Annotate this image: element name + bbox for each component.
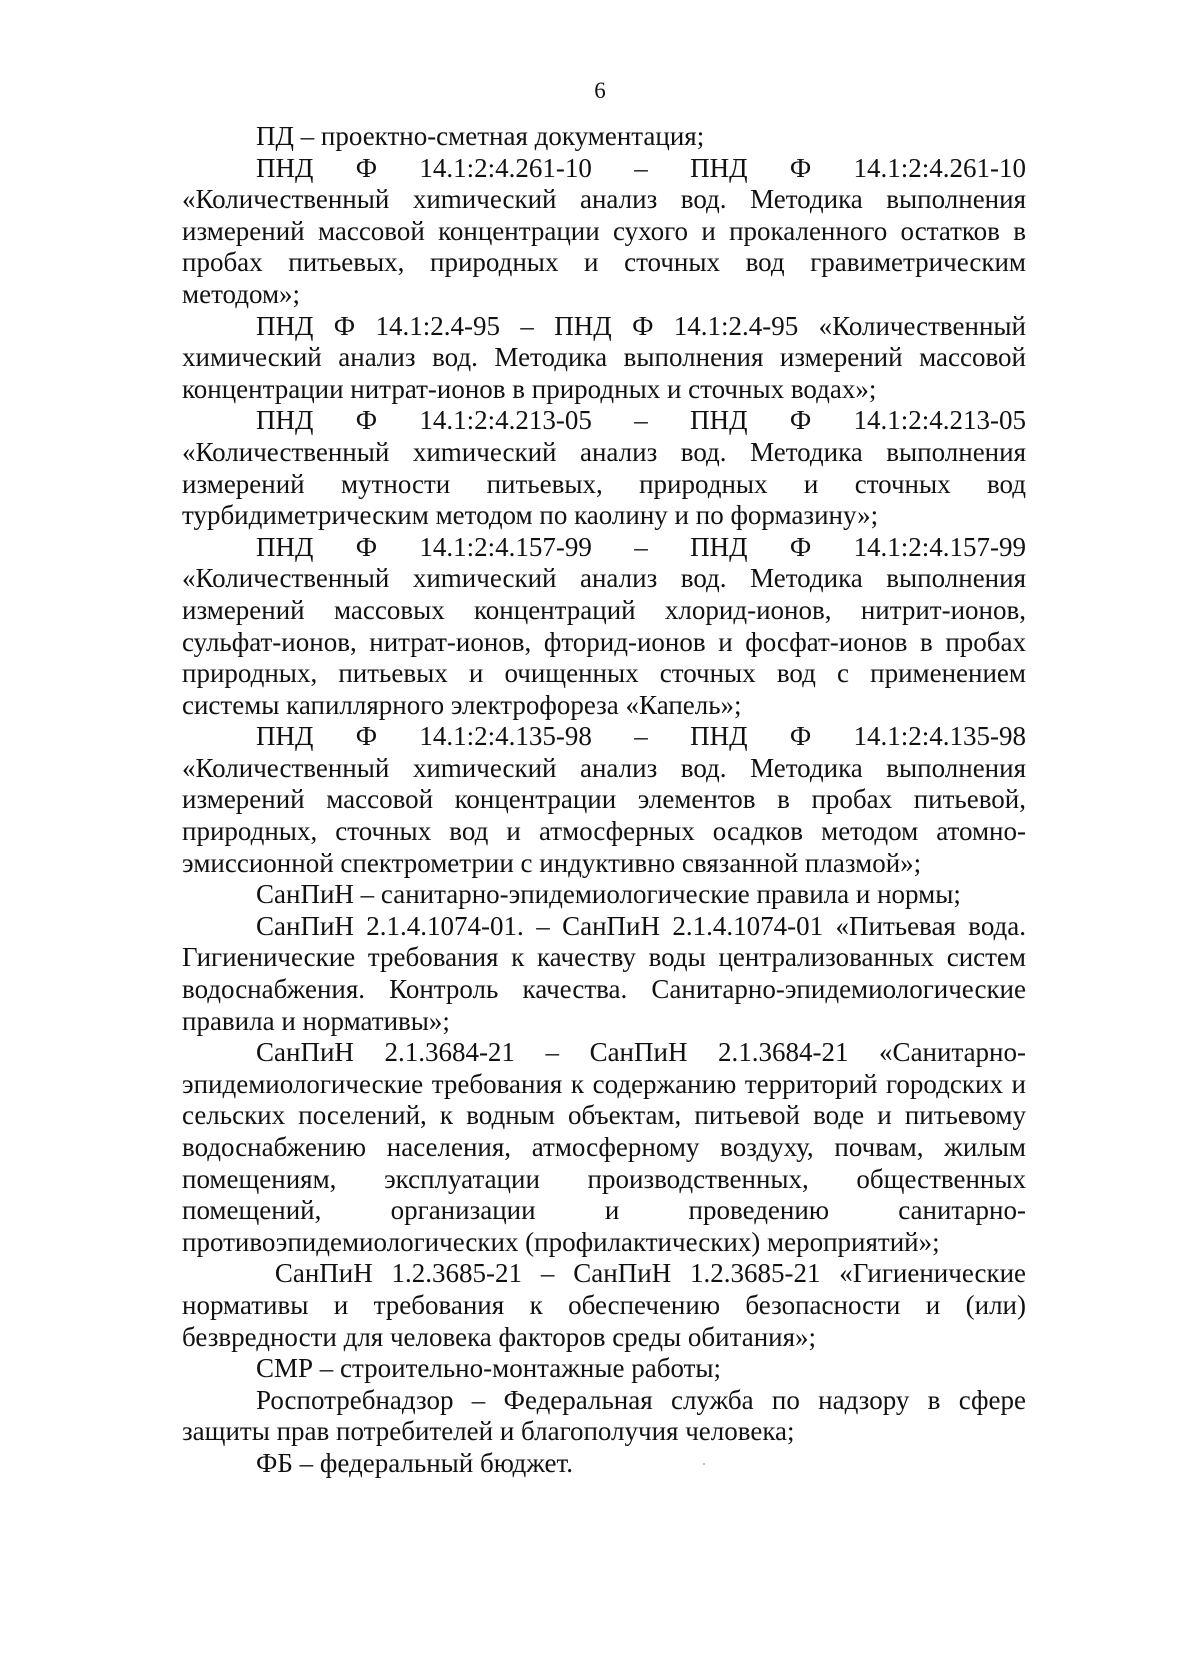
abbreviation-definition: строительно-монтажные работы; (340, 1353, 722, 1384)
page-number: 6 (594, 78, 606, 103)
dash-separator: – (319, 1353, 334, 1384)
abbreviation-definition: ПНД Ф 14.1:2:4.213-05 «Количественный хиmический анализ вод. Методика выполнения измерений мутности питьевых, природных и сточных вод турбидиметрическим методом по каолину и по формазину»; (182, 405, 1027, 531)
abbreviation-term: СанПиН 2.1.4.1074-01. (256, 910, 524, 941)
dash-separator: – (634, 721, 648, 752)
abbreviation-entry (182, 153, 1026, 311)
abbreviation-entry (182, 1037, 1026, 1258)
abbreviation-definition: проектно-сметная документация; (320, 121, 705, 151)
abbreviation-definition: ПНД Ф 14.1:2:4.261-10 «Количественный хиmический анализ вод. Методика выполнения измерений массовой концентрации сухого и прокаленного остатков в пробах питьевых, природных и сточных вод гравиметрическим методом»; (182, 152, 1027, 309)
abbreviation-term: Роспотребнадзор (256, 1384, 454, 1415)
abbreviation-term: ПНД Ф 14.1:2:4.135-98 (256, 721, 592, 752)
abbreviations-list (182, 121, 1026, 1480)
abbreviation-definition: федеральный бюджет. (319, 1447, 574, 1478)
abbreviation-entry (182, 311, 1026, 406)
abbreviation-entry (182, 1385, 1026, 1448)
abbreviation-definition: санитарно-эпидемиологические правила и нормы; (380, 879, 961, 910)
abbreviation-term: СМР (256, 1353, 314, 1384)
abbreviation-term: ПНД Ф 14.1:2:4.157-99 (256, 531, 592, 562)
dash-separator: – (634, 152, 648, 183)
abbreviation-term: ПД (256, 121, 294, 151)
dash-separator: – (545, 1037, 559, 1068)
abbreviation-entry (182, 121, 1026, 153)
dash-separator: – (634, 531, 648, 562)
abbreviation-entry (182, 879, 1026, 911)
abbreviation-definition: СанПиН 2.1.3684-21 «Санитарно-эпидемиологические требования к содержанию территорий городских и сельских поселений, к водным объектам, питьевой воде и питьевому водоснабжению населения, атмосферному воздуху, почвам, жилым помещениям, эксплуатации производственных, общественных помещений, организации и проведению санитарно-противоэпидемиологических (профилактических) мероприятий»; (182, 1037, 1026, 1257)
scan-speck (703, 1463, 705, 1465)
dash-separator: – (471, 1384, 486, 1415)
abbreviation-definition: ПНД Ф 14.1:2:4.157-99 «Количественный хиmический анализ вод. Методика выполнения измерений массовых концентраций хлорид-ионов, нитрит-ионов, сульфат-ионов, нитрат-ионов, фторид-ионов и фосфат-ионов в пробах природных, питьевых и очищенных сточных вод с применением системы капиллярного электрофореза «Капель»; (182, 531, 1027, 720)
abbreviation-term: ФБ (256, 1447, 293, 1478)
abbreviation-entry (182, 1258, 1026, 1353)
abbreviation-definition: Федеральная служба по надзору в сфере защиты прав потребителей и благополучия человека; (182, 1384, 1027, 1447)
abbreviation-definition: СанПиН 2.1.4.1074-01 «Питьевая вода. Гигиенические требования к качеству воды централизованных систем водоснабжения. Контроль качества. Санитарно-эпидемиологические правила и нормативы»; (182, 910, 1027, 1036)
abbreviation-term: ПНД Ф 14.1:2.4-95 (256, 310, 501, 341)
dash-separator: – (634, 405, 648, 436)
abbreviation-definition: ПНД Ф 14.1:2.4-95 «Количественный химический анализ вод. Методика выполнения измерений массовой концентрации нитрат-ионов в природных и сточных водах»; (182, 310, 1026, 404)
dash-separator: – (520, 310, 534, 341)
abbreviation-entry (182, 532, 1026, 722)
abbreviation-entry (182, 405, 1026, 531)
dash-separator: – (360, 879, 375, 910)
abbreviation-entry (182, 721, 1026, 879)
abbreviation-term: СанПиН 2.1.3684-21 (256, 1037, 515, 1068)
abbreviation-definition: ПНД Ф 14.1:2:4.135-98 «Количественный хиmический анализ вод. Методика выполнения измерений массовой концентрации элементов в пробах питьевой, природных, сточных вод и атмосферных осадков методом атомно-эмиссионной спектрометрии с индуктивно связанной плазмой»; (182, 721, 1027, 878)
abbreviation-entry (182, 911, 1026, 1037)
dash-separator: – (299, 1447, 314, 1478)
abbreviation-entry (182, 1353, 1026, 1385)
abbreviation-definition: СанПиН 1.2.3685-21 «Гигиенические нормативы и требования к обеспечению безопасности и (или) безвредности для человека факторов среды обитания»; (182, 1258, 1027, 1352)
abbreviation-term: ПНД Ф 14.1:2:4.213-05 (256, 405, 592, 436)
abbreviation-entry (182, 1448, 1026, 1480)
abbreviation-term: СанПиН 1.2.3685-21 (256, 1258, 523, 1289)
abbreviation-term: СанПиН (256, 879, 354, 910)
dash-separator: – (540, 1258, 555, 1289)
dash-separator: – (536, 910, 550, 941)
abbreviation-term: ПНД Ф 14.1:2:4.261-10 (256, 152, 592, 183)
dash-separator: – (300, 121, 315, 151)
